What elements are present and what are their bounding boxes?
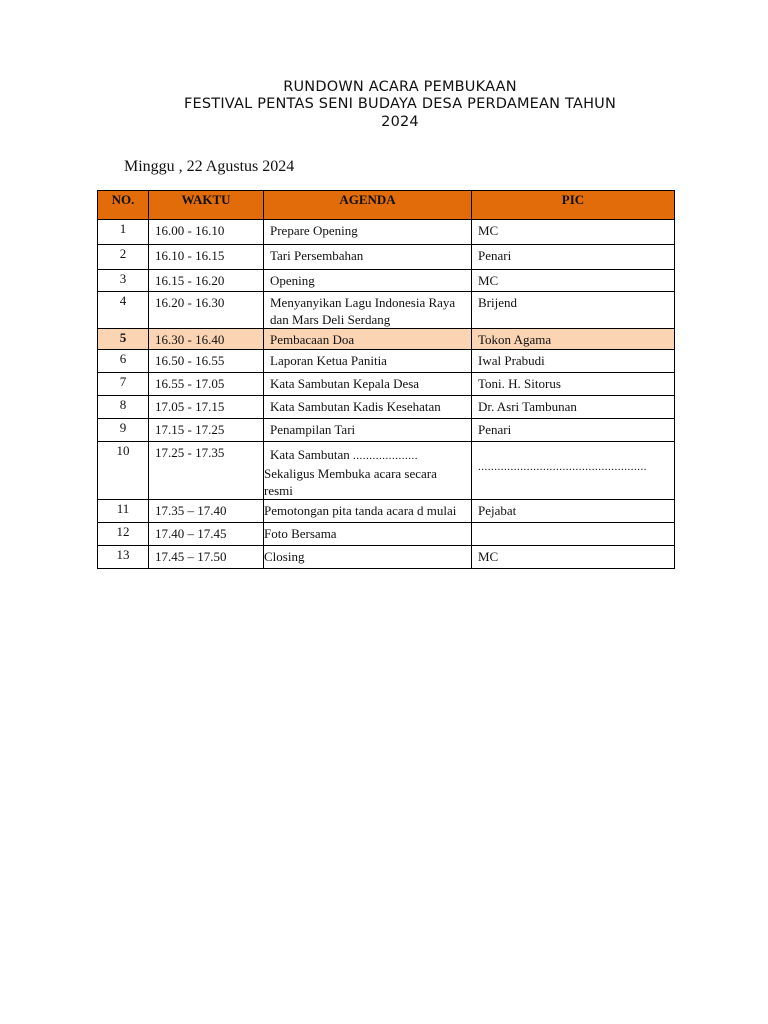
row-pic: Dr. Asri Tambunan (472, 396, 675, 419)
table-row (98, 442, 675, 500)
table-row-highlighted (98, 329, 675, 350)
row-waktu: 17.15 - 17.25 (149, 419, 264, 442)
row-agenda: Kata Sambutan Kadis Kesehatan (264, 396, 472, 419)
row-agenda: Closing (264, 546, 472, 569)
row-waktu: 16.55 - 17.05 (149, 373, 264, 396)
row-agenda: Pembacaan Doa (264, 329, 472, 350)
row-agenda: Prepare Opening (264, 220, 472, 245)
row-agenda: Opening (264, 270, 472, 292)
row-waktu: 17.40 – 17.45 (149, 523, 264, 546)
table-row (98, 523, 675, 546)
agenda-line: resmi (264, 483, 293, 498)
row-agenda (264, 442, 472, 500)
row-no: 8 (98, 396, 149, 419)
row-no: 6 (98, 350, 149, 373)
row-pic: Penari (472, 245, 675, 270)
pic-placeholder-dots: .................................................... (478, 461, 647, 473)
row-pic: Penari (472, 419, 675, 442)
document-title-line-3: 2024 (381, 114, 419, 130)
row-no: 1 (98, 220, 149, 245)
header-waktu: WAKTU (149, 191, 264, 220)
row-agenda: Kata Sambutan Kepala Desa (264, 373, 472, 396)
agenda-dots: .................... (353, 450, 419, 462)
row-waktu: 16.30 - 16.40 (149, 329, 264, 350)
row-agenda: Menyanyikan Lagu Indonesia Raya dan Mars Deli Serdang (264, 292, 472, 329)
document-title-line-1: RUNDOWN ACARA PEMBUKAAN (283, 79, 517, 95)
row-waktu: 17.35 – 17.40 (149, 500, 264, 523)
agenda-line: Sekaligus Membuka acara secara (264, 466, 437, 481)
row-pic: Toni. H. Sitorus (472, 373, 675, 396)
row-pic (472, 442, 675, 500)
row-pic (472, 523, 675, 546)
row-pic: MC (472, 270, 675, 292)
header-agenda: AGENDA (264, 191, 472, 220)
table-header-row (98, 191, 675, 220)
row-no: 2 (98, 245, 149, 270)
row-agenda: Penampilan Tari (264, 419, 472, 442)
table-row (98, 500, 675, 523)
row-no: 12 (98, 523, 149, 546)
row-agenda: Laporan Ketua Panitia (264, 350, 472, 373)
event-date: Minggu , 22 Agustus 2024 (124, 158, 295, 175)
row-waktu: 16.00 - 16.10 (149, 220, 264, 245)
table-row (98, 373, 675, 396)
row-waktu: 17.25 - 17.35 (149, 442, 264, 500)
row-pic: Pejabat (472, 500, 675, 523)
row-waktu: 16.10 - 16.15 (149, 245, 264, 270)
row-no: 5 (98, 329, 149, 350)
row-no: 13 (98, 546, 149, 569)
row-waktu: 16.50 - 16.55 (149, 350, 264, 373)
table-row (98, 220, 675, 245)
rundown-table (97, 190, 675, 569)
header-pic: PIC (472, 191, 675, 220)
row-no: 4 (98, 292, 149, 329)
row-no: 10 (98, 442, 149, 500)
row-agenda: Foto Bersama (264, 523, 472, 546)
row-no: 7 (98, 373, 149, 396)
row-pic: MC (472, 546, 675, 569)
row-pic: MC (472, 220, 675, 245)
row-agenda: Tari Persembahan (264, 245, 472, 270)
row-waktu: 17.45 – 17.50 (149, 546, 264, 569)
header-no: NO. (98, 191, 149, 220)
row-no: 3 (98, 270, 149, 292)
row-pic: Iwal Prabudi (472, 350, 675, 373)
table-row (98, 546, 675, 569)
table-row (98, 396, 675, 419)
row-waktu: 17.05 - 17.15 (149, 396, 264, 419)
row-waktu: 16.15 - 16.20 (149, 270, 264, 292)
row-no: 9 (98, 419, 149, 442)
row-waktu: 16.20 - 16.30 (149, 292, 264, 329)
table-row (98, 292, 675, 329)
row-pic: Brijend (472, 292, 675, 329)
table-row (98, 419, 675, 442)
document-title-line-2: FESTIVAL PENTAS SENI BUDAYA DESA PERDAMEAN TAHUN (183, 96, 617, 112)
table-row (98, 245, 675, 270)
row-no: 11 (98, 500, 149, 523)
table-row (98, 270, 675, 292)
table-row (98, 350, 675, 373)
row-agenda: Pemotongan pita tanda acara d mulai (264, 500, 472, 523)
agenda-text: Kata Sambutan (270, 447, 350, 462)
row-pic: Tokon Agama (472, 329, 675, 350)
agenda-line (264, 444, 471, 465)
